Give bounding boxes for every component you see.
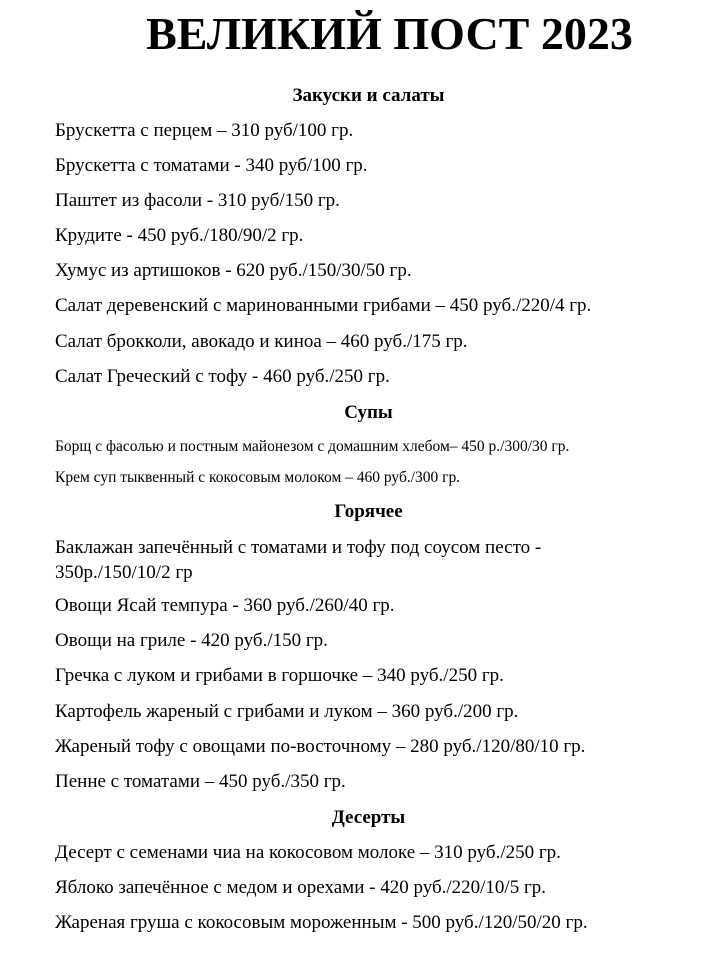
menu-item: Брускетта с перцем – 310 руб/100 гр.	[55, 120, 354, 141]
menu-item: Овощи на гриле - 420 руб./150 гр.	[55, 630, 328, 651]
menu-item: Борщ с фасолью и постным майонезом с домашним хлебом– 450 р./300/30 гр.	[55, 438, 570, 455]
menu-item: Картофель жареный с грибами и луком – 360 руб./200 гр.	[55, 701, 519, 722]
menu-item: Яблоко запечённое с медом и орехами - 420 руб./220/10/5 гр.	[55, 877, 546, 898]
menu-item: Крем суп тыквенный с кокосовым молоком – 460 руб./300 гр.	[55, 469, 461, 486]
menu-item: Крудите - 450 руб./180/90/2 гр.	[55, 225, 304, 246]
menu-item: Брускетта с томатами - 340 руб/100 гр.	[55, 155, 368, 176]
menu-item: Овощи Ясай темпура - 360 руб./260/40 гр.	[55, 595, 395, 616]
menu-item: Пенне с томатами – 450 руб./350 гр.	[55, 771, 346, 792]
menu-item: Гречка с луком и грибами в горшочке – 340 руб./250 гр.	[55, 665, 504, 686]
menu-item: Жареная груша с кокосовым мороженным - 500 руб./120/50/20 гр.	[55, 912, 588, 933]
menu-item: Жареный тофу с овощами по-восточному – 280 руб./120/80/10 гр.	[55, 736, 586, 757]
section-heading-hot-dishes: Горячее	[334, 501, 403, 522]
menu-item: Баклажан запечённый с томатами и тофу под соусом песто - 350р./150/10/2 гр	[55, 537, 542, 583]
menu-item: Хумус из артишоков - 620 руб./150/30/50 гр.	[55, 260, 412, 281]
section-heading-soups: Супы	[344, 402, 393, 423]
menu-item: Салат деревенский с маринованными грибами – 450 руб./220/4 гр.	[55, 295, 592, 316]
section-heading-desserts: Десерты	[331, 807, 406, 828]
menu-item: Паштет из фасоли - 310 руб/150 гр.	[55, 190, 340, 211]
section-heading-appetizers: Закуски и салаты	[292, 85, 445, 106]
menu-item: Салат брокколи, авокадо и киноа – 460 руб./175 гр.	[55, 331, 468, 352]
page-title: ВЕЛИКИЙ ПОСТ 2023	[146, 8, 633, 59]
menu-item: Десерт с семенами чиа на кокосовом молоке – 310 руб./250 гр.	[55, 842, 561, 863]
menu-item: Салат Греческий с тофу - 460 руб./250 гр.	[55, 366, 390, 387]
